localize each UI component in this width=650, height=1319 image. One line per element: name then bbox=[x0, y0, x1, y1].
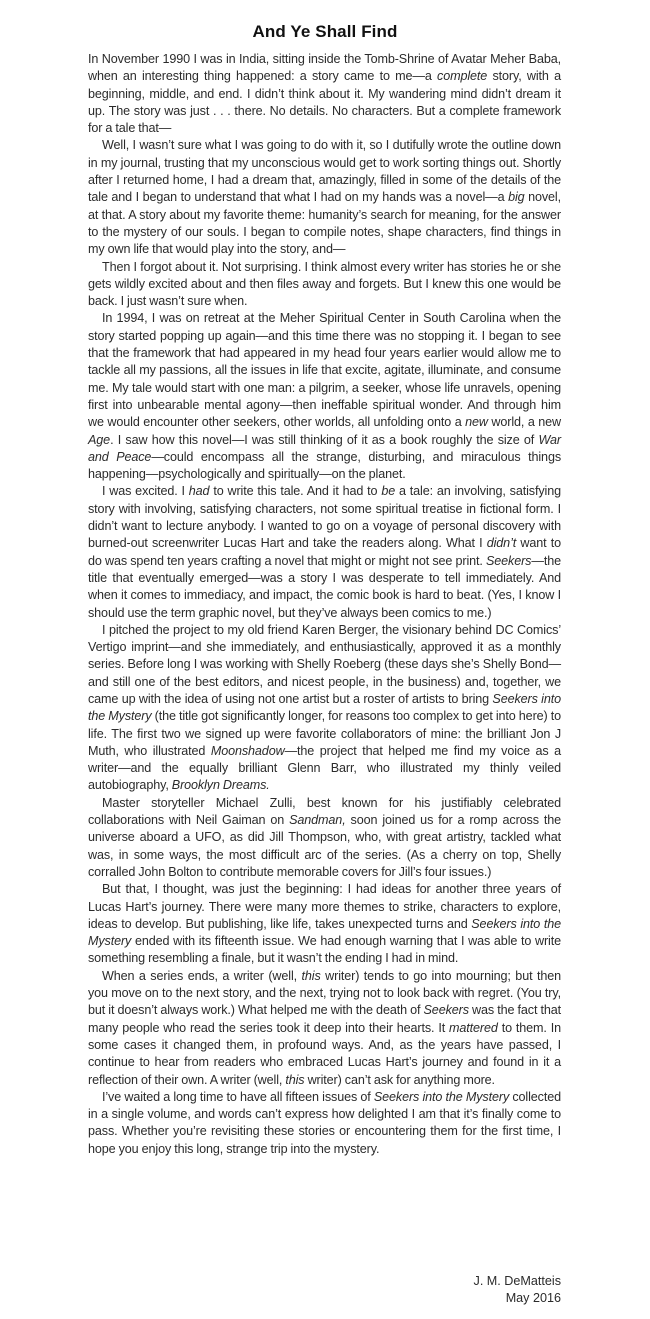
text-run: In 1994, I was on retreat at the Meher Spiritual Center in South Carolina when the story started popping up again—and this time there was no stopping it. I began to see that the framework that had appeared in my head four years earlier would allow me to tackle all my passions, all the issues in life that excite, agitate, illuminate, and consume me. My tale would start with one man: a pilgrim, a seeker, whose life unravels, opening first into unbearable mental agony—then ineffable spiritual wonder. And through him we would encounter other seekers, other worlds, all unfolding onto a bbox=[88, 311, 561, 430]
italic-text-run: Age bbox=[88, 432, 111, 447]
body-paragraph bbox=[88, 795, 561, 881]
text-run: want to do was spend ten years crafting a novel that might or might not see print. bbox=[88, 536, 561, 568]
text-run: soon joined us for a romp across the universe aboard a UFO, as did Jill Thompson, who, with great artistry, tackled what was, in some ways, the most difficult arc of the series. (As a cherry on top, Shelly corralled John Bolton to contribute memorable covers for Jill’s four issues.) bbox=[88, 813, 562, 879]
italic-text-run: Seekers into the Mystery bbox=[88, 691, 561, 724]
italic-text-run: complete bbox=[437, 69, 488, 84]
italic-text-run: mattered bbox=[449, 1020, 498, 1035]
text-run: world, a new bbox=[487, 415, 561, 430]
body-paragraph bbox=[88, 137, 561, 258]
text-run: collected in a single volume, and words can’t express how delighted I am that it’s finally come to pass. Whether you’re revisiting these stories or encountering them for the first time, I hope you enjoy this long, strange trip into the mystery. bbox=[88, 1089, 561, 1156]
author-name: J. M. DeMatteis bbox=[473, 1274, 561, 1288]
text-run: (the title got significantly longer, for reasons too complex to get into here) to life. The first two we signed up were favorite collaborators of mine: the brilliant Jon J Muth, who illustrated bbox=[88, 709, 561, 758]
body-paragraph bbox=[88, 881, 561, 967]
italic-text-run: Seekers into the Mystery bbox=[373, 1089, 510, 1104]
italic-text-run: new bbox=[465, 415, 488, 430]
text-run: I was excited. I bbox=[102, 484, 189, 499]
text-run: ended with its fifteenth issue. We had enough warning that I was able to write something resembling a finale, but it wasn’t the ending I had in mind. bbox=[88, 934, 561, 966]
signature-block bbox=[474, 1273, 561, 1308]
text-run: story, with a beginning, middle, and end. I didn’t think about it. My wandering mind didn’t dream it up. The story was just . . . there. No details. No characters. But a complete framework for a tale that— bbox=[88, 69, 561, 136]
article-body bbox=[88, 51, 561, 1158]
italic-text-run: Seekers into the Mystery bbox=[88, 916, 561, 949]
text-run: When a series ends, a writer (well, bbox=[102, 968, 302, 983]
text-run: a tale: an involving, satisfying story with involving, satisfying characters, not some spiritual treatise in fictional form. I didn’t want to lecture anybody. I wanted to go on a voyage of personal discovery with burned-out screenwriter Lucas Hart and take the readers along. What I bbox=[88, 484, 561, 551]
italic-text-run: Moonshadow bbox=[210, 743, 285, 758]
body-paragraph bbox=[88, 622, 561, 795]
text-run: Master storyteller Michael Zulli, best known for his justifiably celebrated collaborations with Neil Gaiman on bbox=[88, 795, 561, 828]
text-run: I pitched the project to my old friend Karen Berger, the visionary behind DC Comics’ Vertigo imprint—and she immediately, and enthusiastically, approved it as a monthly series. Before long I was working with Shelly Roeberg (these days she’s Shelly Bond—and still one of the best editors, and nicest people, in the business) and, together, we came up with the idea of using not one artist but a roster of artists to bring bbox=[88, 622, 561, 706]
text-run: But that, I thought, was just the beginning: I had ideas for another three years of Lucas Hart’s journey. There were many more themes to strike, characters to explore, ideas to develop. But publishing, like life, takes unexpected turns and bbox=[88, 882, 561, 931]
text-run: —the title that eventually emerged—was a story I was desperate to tell immediately. And when it comes to immediacy, and impact, the comic book is hard to beat. (Yes, I know I should use the term graphic novel, but they’ve always been comics to me.) bbox=[88, 553, 561, 620]
text-run: —the project that helped me find my voice as a writer—and the equally brilliant Glenn Barr, who illustrated my thinly veiled autobiography, bbox=[88, 743, 561, 793]
text-run: . I saw how this novel—I was still thinking of it as a book roughly the size of bbox=[110, 432, 539, 447]
italic-text-run: Sandman, bbox=[289, 813, 346, 828]
italic-text-run: be bbox=[381, 484, 396, 499]
body-paragraph bbox=[88, 51, 561, 137]
italic-text-run: this bbox=[285, 1072, 305, 1087]
italic-text-run: this bbox=[301, 968, 321, 983]
text-run: was the fact that many people who read the series took it deep into their hearts. It bbox=[88, 1003, 561, 1035]
italic-text-run: didn’t bbox=[486, 536, 517, 551]
italic-text-run: big bbox=[508, 190, 525, 205]
italic-text-run: War and Peace bbox=[88, 432, 561, 464]
italic-text-run: Brooklyn Dreams. bbox=[171, 778, 270, 793]
text-run: Well, I wasn’t sure what I was going to do with it, so I dutifully wrote the outline down in my journal, trusting that my unconscious would get to work sorting things out. Shortly after I returned home, I had a dream that, amazingly, filled in some of the details of the tale and I began to understand that what I had on my hands was a novel—a bbox=[88, 138, 561, 205]
page-title: And Ye Shall Find bbox=[252, 22, 398, 41]
signature-date: May 2016 bbox=[505, 1291, 561, 1306]
italic-text-run: Seekers bbox=[423, 1003, 469, 1018]
text-run: Then I forgot about it. Not surprising. I think almost every writer has stories he or she gets wildly excited about and then files away and forgets. But I knew this one would be back. I just wasn’t sure when. bbox=[88, 259, 561, 309]
body-paragraph bbox=[88, 310, 561, 483]
italic-text-run: had bbox=[188, 484, 210, 499]
italic-text-run: Seekers bbox=[486, 553, 532, 568]
text-run: to write this tale. And it had to bbox=[209, 484, 382, 499]
body-paragraph bbox=[88, 483, 561, 621]
body-paragraph bbox=[88, 1089, 561, 1158]
body-paragraph bbox=[88, 968, 561, 1089]
text-run: —could encompass all the strange, disturbing, and miraculous things happening—psychologically and spiritually—on the planet. bbox=[88, 449, 561, 482]
text-run: novel, at that. A story about my favorite theme: humanity’s search for meaning, for the answer to the mystery of our souls. I began to compile notes, shape characters, find things in my own life that would play into the story, and— bbox=[88, 190, 561, 257]
text-run: In November 1990 I was in India, sitting inside the Tomb-Shrine of Avatar Meher Baba, when an interesting thing happened: a story came to me—a bbox=[88, 52, 561, 84]
body-paragraph bbox=[88, 259, 561, 311]
text-run: to them. In some cases it changed them, in profound ways. And, as the years have passed, I continue to hear from readers who embraced Lucas Hart’s journey and found in it a reflection of their own. A writer (well, bbox=[88, 1020, 561, 1087]
text-run: writer) can’t ask for anything more. bbox=[304, 1072, 495, 1087]
text-run: I’ve waited a long time to have all fifteen issues of bbox=[102, 1089, 374, 1104]
text-run: writer) tends to go into mourning; but then you move on to the next story, and the next, trying not to look back with regret. (You try, but it doesn’t always work.) What helped me with the death of bbox=[88, 968, 561, 1018]
